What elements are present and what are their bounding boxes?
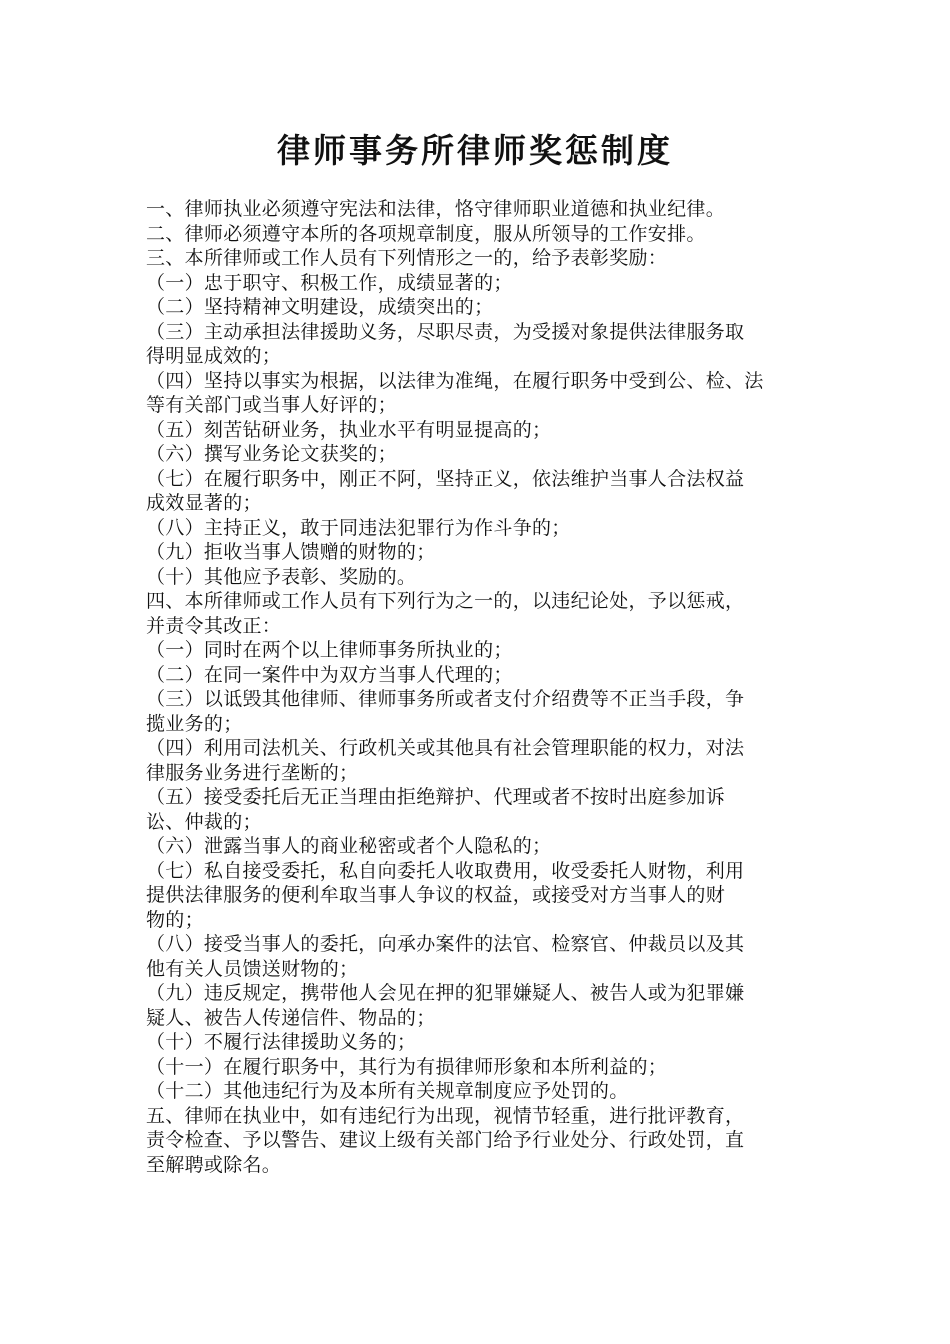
body-line: 至解聘或除名。: [146, 1153, 282, 1176]
body-line: （七）在履行职务中，刚正不阿，坚持正义，依法维护当事人合法权益: [146, 467, 745, 490]
body-line: （八）主持正义，敢于同违法犯罪行为作斗争的；: [146, 516, 571, 539]
body-line: （一）忠于职守、积极工作，成绩显著的；: [146, 271, 513, 294]
body-line: 一、律师执业必须遵守宪法和法律，恪守律师职业道德和执业纪律。: [146, 198, 726, 220]
body-line: 二、律师必须遵守本所的各项规章制度，服从所领导的工作安排。: [146, 222, 706, 245]
body-line: （十一）在履行职务中，其行为有损律师形象和本所利益的；: [146, 1055, 668, 1078]
body-line: （十）不履行法律援助义务的；: [146, 1031, 417, 1053]
body-line: （三）主动承担法律援助义务，尽职尽责，为受援对象提供法律服务取: [146, 320, 745, 343]
body-line: 疑人、被告人传递信件、物品的；: [146, 1006, 436, 1029]
body-line: 物的；: [146, 908, 204, 931]
body-line: （二）在同一案件中为双方当事人代理的；: [146, 663, 513, 686]
body-line: （五）刻苦钻研业务，执业水平有明显提高的；: [146, 418, 552, 441]
body-line: 三、本所律师或工作人员有下列情形之一的，给予表彰奖励：: [146, 247, 668, 269]
body-line: （六）撰写业务论文获奖的；: [146, 443, 397, 465]
body-line: （五）接受委托后无正当理由拒绝辩护、代理或者不按时出庭参加诉: [146, 786, 726, 808]
body-line: （八）接受当事人的委托，向承办案件的法官、检察官、仲裁员以及其: [146, 933, 745, 955]
body-line: （九）违反规定，携带他人会见在押的犯罪嫌疑人、被告人或为犯罪嫌: [146, 982, 745, 1004]
body-line: 等有关部门或当事人好评的；: [146, 394, 397, 416]
body-line: 得明显成效的；: [146, 345, 282, 367]
body-line: （七）私自接受委托，私自向委托人收取费用，收受委托人财物，利用: [146, 859, 745, 882]
body-line: （六）泄露当事人的商业秘密或者个人隐私的；: [146, 835, 552, 857]
body-line: 揽业务的；: [146, 712, 243, 735]
body-line: 五、律师在执业中，如有违纪行为出现，视情节轻重，进行批评教育，: [146, 1104, 745, 1127]
document-body: [146, 197, 810, 1177]
body-line: 律服务业务进行垄断的；: [146, 761, 359, 784]
body-line: （九）拒收当事人馈赠的财物的；: [146, 541, 436, 563]
body-line: （十二）其他违纪行为及本所有关规章制度应予处罚的。: [146, 1080, 629, 1102]
body-line: （一）同时在两个以上律师事务所执业的；: [146, 639, 513, 661]
body-line: （三）以诋毁其他律师、律师事务所或者支付介绍费等不正当手段，争: [146, 688, 745, 710]
body-line: 四、本所律师或工作人员有下列行为之一的，以违纪论处，予以惩戒，: [146, 590, 745, 612]
document-title: 律师事务所律师奖惩制度: [277, 131, 673, 170]
body-line: 并责令其改正：: [146, 614, 282, 637]
body-line: 他有关人员馈送财物的；: [146, 957, 359, 980]
body-line: （四）利用司法机关、行政机关或其他具有社会管理职能的权力，对法: [146, 737, 745, 759]
body-line: （十）其他应予表彰、奖励的。: [146, 565, 417, 588]
body-line: 责令检查、予以警告、建议上级有关部门给予行业处分、行政处罚，直: [146, 1129, 745, 1151]
body-line: （四）坚持以事实为根据，以法律为准绳，在履行职务中受到公、检、法: [146, 369, 764, 392]
body-line: 讼、仲裁的；: [146, 810, 262, 833]
body-line: 提供法律服务的便利牟取当事人争议的权益，或接受对方当事人的财: [146, 884, 726, 906]
body-line: （二）坚持精神文明建设，成绩突出的；: [146, 296, 494, 318]
body-line: 成效显著的；: [146, 492, 262, 514]
